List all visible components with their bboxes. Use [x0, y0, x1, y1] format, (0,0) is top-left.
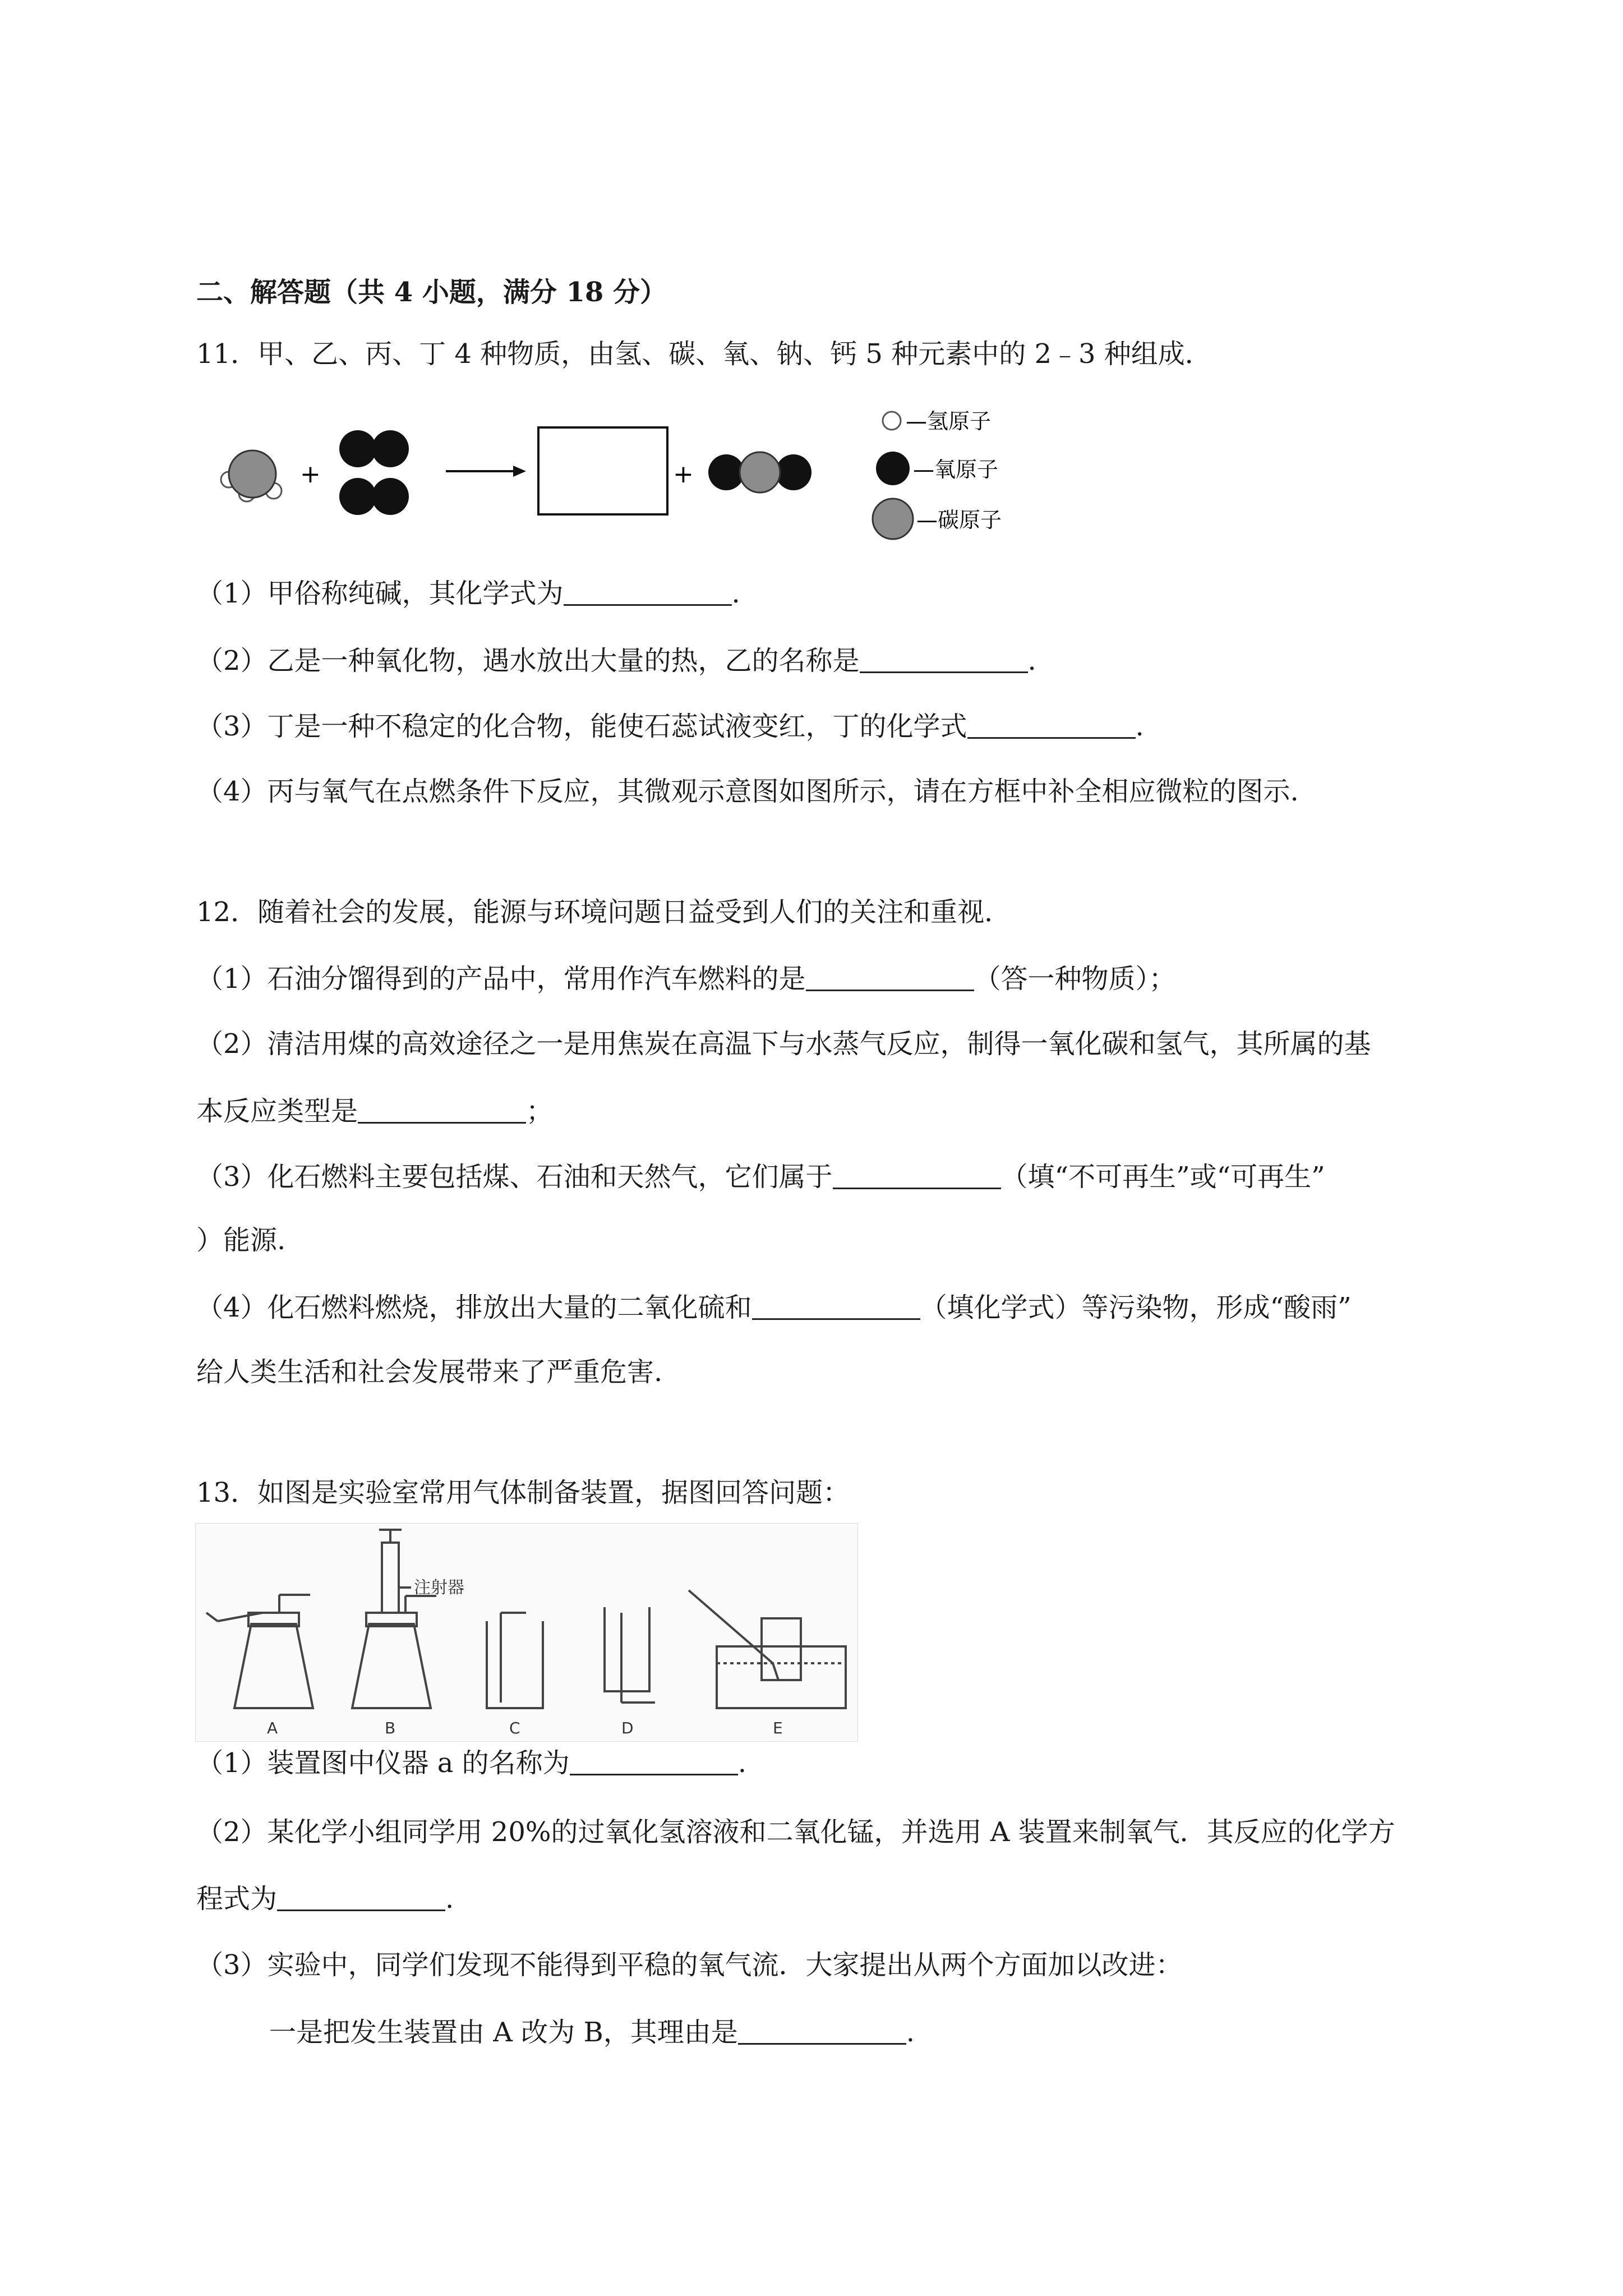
q12-part4: （4）化石燃料燃烧，排放出大量的二氧化硫和 （填化学式）等污染物，形成“酸雨”	[196, 1289, 1447, 1325]
q12-part3: （3）化石燃料主要包括煤、石油和天然气，它们属于 （填“不可再生”或“可再生”	[196, 1158, 1447, 1194]
answer-blank[interactable]	[570, 1745, 738, 1775]
plus-sign-1: +	[300, 460, 321, 489]
q13-part3-a: 一是把发生装置由 A 改为 B，其理由是 .	[269, 2014, 1520, 2050]
q12-part1: （1）石油分馏得到的产品中，常用作汽车燃料的是 （答一种物质）；	[196, 960, 1447, 996]
q11-stem: 11．甲、乙、丙、丁 4 种物质，由氢、碳、氧、钠、钙 5 种元素中的 2﹣3 种组成．	[196, 338, 1212, 370]
q13-part2-line1: （2）某化学小组同学用 20%的过氧化氢溶液和二氧化锰，并选用 A 装置来制氧气．其反应的化学方	[196, 1816, 1395, 1848]
q13-part3: （3）实验中，同学们发现不能得到平稳的氧气流．大家提出从两个方面加以改进：	[196, 1949, 1183, 1981]
legend	[873, 409, 1002, 539]
q11-part4: （4）丙与氧气在点燃条件下反应，其微观示意图如图所示，请在方框中补全相应微粒的图示.	[196, 776, 1299, 807]
q11-reaction-figure	[208, 393, 1082, 550]
oxygen-molecules-icon	[339, 430, 409, 515]
syringe-label: 注射器	[414, 1578, 464, 1598]
hydrogen-atom-icon	[883, 412, 901, 430]
label-e: E	[773, 1719, 783, 1737]
answer-blank[interactable]	[806, 960, 974, 991]
legend-hydrogen: —氢原子	[906, 409, 992, 434]
plus-sign-2: +	[673, 460, 694, 489]
carbon-dioxide-molecule-icon	[708, 452, 811, 493]
answer-blank[interactable]	[967, 708, 1136, 739]
answer-blank[interactable]	[860, 642, 1028, 673]
label-b: B	[385, 1719, 396, 1737]
q12-part3-line2: ）能源.	[196, 1225, 286, 1256]
q13-apparatus-figure	[195, 1523, 858, 1742]
q11-part1: （1）甲俗称纯碱，其化学式为 .	[196, 575, 1447, 611]
answer-blank[interactable]	[752, 1289, 920, 1320]
label-a: A	[267, 1719, 278, 1737]
label-c: C	[509, 1719, 520, 1737]
answer-box	[538, 427, 667, 514]
answer-blank[interactable]	[358, 1093, 526, 1124]
answer-blank[interactable]	[564, 575, 732, 606]
label-d: D	[621, 1719, 634, 1737]
answer-blank[interactable]	[833, 1158, 1001, 1189]
q11-part2: （2）乙是一种氧化物，遇水放出大量的热，乙的名称是 .	[196, 642, 1447, 678]
reaction-arrow-icon	[446, 466, 526, 477]
answer-blank[interactable]	[277, 1880, 445, 1911]
q12-part4-line2: 给人类生活和社会发展带来了严重危害.	[196, 1356, 663, 1388]
q12-part2-line1: （2）清洁用煤的高效途径之一是用焦炭在高温下与水蒸气反应，制得一氧化碳和氢气，其所属的基	[196, 1028, 1371, 1060]
q13-part1: （1）装置图中仪器 a 的名称为 .	[196, 1745, 1447, 1780]
methane-molecule-icon	[221, 450, 282, 501]
oxygen-atom-icon	[876, 452, 910, 485]
section-heading: 二、解答题（共 4 小题，满分 18 分）	[196, 277, 667, 308]
q12-part2-line2: 本反应类型是 ；	[196, 1093, 1447, 1129]
answer-blank[interactable]	[738, 2014, 906, 2045]
q12-stem: 12．随着社会的发展，能源与环境问题日益受到人们的关注和重视．	[196, 896, 1012, 928]
q13-part2-line2: 程式为 .	[196, 1880, 1447, 1916]
q13-stem: 13．如图是实验室常用气体制备装置，据图回答问题：	[196, 1477, 850, 1508]
legend-carbon: —碳原子	[916, 508, 1002, 532]
legend-oxygen: —氧原子	[913, 457, 999, 482]
carbon-atom-icon	[873, 499, 913, 539]
q11-part3: （3）丁是一种不稳定的化合物，能使石蕊试液变红，丁的化学式 .	[196, 708, 1447, 744]
